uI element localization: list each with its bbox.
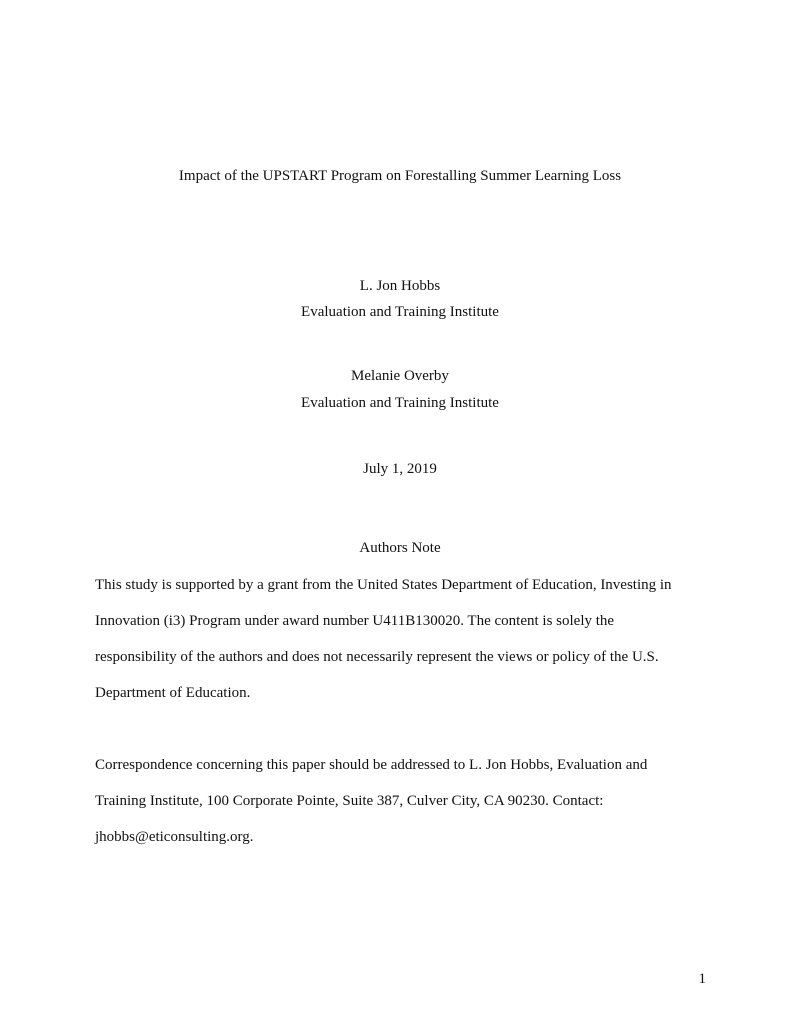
funding-line: Innovation (i3) Program under award number U411B130020. The content is solely the [95, 613, 615, 629]
author-affiliation-2: Evaluation and Training Institute [301, 395, 499, 411]
authors-note-heading: Authors Note [359, 540, 441, 556]
author-name-2: Melanie Overby [351, 368, 449, 384]
correspondence-line: Correspondence concerning this paper should be addressed to L. Jon Hobbs, Evaluation and [95, 757, 648, 773]
paper-date: July 1, 2019 [363, 461, 437, 477]
funding-line: Department of Education. [95, 685, 251, 701]
funding-line: responsibility of the authors and does not necessarily represent the views or policy of the U.S. [95, 649, 659, 665]
correspondence-line: jhobbs@eticonsulting.org. [95, 829, 254, 845]
paper-title: Impact of the UPSTART Program on Forestalling Summer Learning Loss [178, 168, 622, 184]
correspondence-line: Training Institute, 100 Corporate Pointe, Suite 387, Culver City, CA 90230. Contact: [95, 793, 604, 809]
author-affiliation-1: Evaluation and Training Institute [301, 304, 499, 320]
page-number: 1 [698, 971, 706, 987]
author-name-1: L. Jon Hobbs [359, 278, 441, 294]
funding-line: This study is supported by a grant from the United States Department of Education, Investing in [95, 577, 672, 593]
